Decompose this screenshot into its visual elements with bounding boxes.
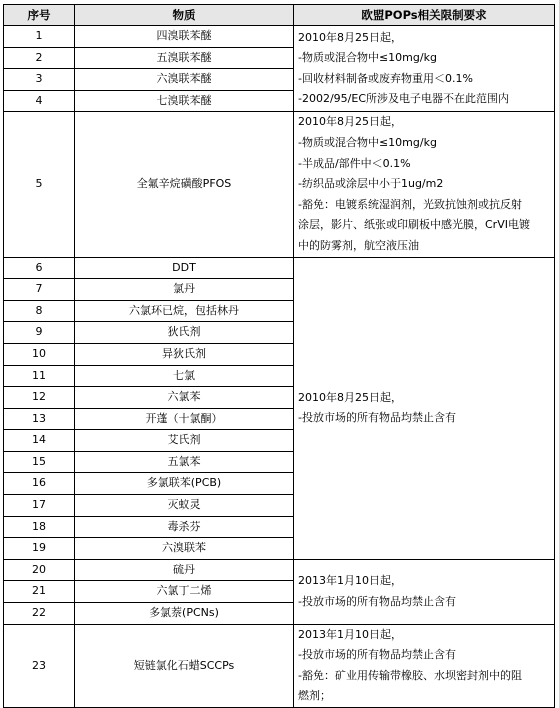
- row-number: 3: [4, 69, 75, 91]
- row-number: 9: [4, 322, 75, 344]
- requirement-line: -物质或混合物中≤10mg/kg: [298, 135, 437, 149]
- row-number: 14: [4, 430, 75, 452]
- substance-name: 六氯环已烷，包括林丹: [75, 300, 294, 322]
- requirement-line: -物质或混合物中≤10mg/kg: [298, 51, 437, 65]
- substance-name: 狄氏剂: [75, 322, 294, 344]
- substance-name: 开蓬（十氯酮）: [75, 408, 294, 430]
- requirement-line: 中的防雾剂，航空液压油: [298, 238, 419, 252]
- row-number: 10: [4, 343, 75, 365]
- header-requirement: 欧盟POPs相关限制要求: [294, 5, 555, 26]
- row-number: 8: [4, 300, 75, 322]
- requirement-line: 2010年8月25日起，: [298, 115, 402, 129]
- substance-name: 硫丹: [75, 559, 294, 581]
- substance-name: 七溴联苯醚: [75, 90, 294, 112]
- substance-name: 五氯苯: [75, 451, 294, 473]
- requirement-line: -半成品/部件中＜0.1%: [298, 156, 411, 170]
- substance-name: 六氯丁二烯: [75, 581, 294, 603]
- table-row: [4, 112, 555, 257]
- requirement-line: -投放市场的所有物品均禁止含有: [298, 594, 456, 608]
- requirement-line: 涂层，影片、纸张或印刷板中感光膜，CrVI电镀: [298, 218, 530, 232]
- requirement-cell-group5: [294, 624, 555, 707]
- requirement-cell-group4: [294, 559, 555, 624]
- requirement-line: 燃剂；: [298, 689, 331, 703]
- row-number: 12: [4, 387, 75, 409]
- substance-name: 五溴联苯醚: [75, 47, 294, 69]
- row-number: 23: [4, 624, 75, 707]
- substance-name: 四溴联苯醚: [75, 26, 294, 48]
- requirement-line: 2013年1月10日起，: [298, 627, 402, 641]
- substance-name: 六氯苯: [75, 387, 294, 409]
- row-number: 4: [4, 90, 75, 112]
- row-number: 15: [4, 451, 75, 473]
- substance-name: 六溴联苯: [75, 538, 294, 560]
- row-number: 18: [4, 516, 75, 538]
- row-number: 1: [4, 26, 75, 48]
- substance-name: 短链氯化石蜡SCCPs: [75, 624, 294, 707]
- row-number: 2: [4, 47, 75, 69]
- row-number: 17: [4, 495, 75, 517]
- requirement-line: -投放市场的所有物品均禁止含有: [298, 411, 456, 425]
- substance-name: 多氯联苯(PCB): [75, 473, 294, 495]
- substance-name: 异狄氏剂: [75, 343, 294, 365]
- requirement-line: -豁免：电镀系统湿润剂，光致抗蚀剂或抗反射: [298, 197, 522, 211]
- substance-name: DDT: [75, 257, 294, 279]
- table-row: [4, 559, 555, 581]
- row-number: 13: [4, 408, 75, 430]
- table-row: [4, 624, 555, 707]
- requirement-line: 2010年8月25日起，: [298, 390, 402, 404]
- substance-name: 多氯萘(PCNs): [75, 603, 294, 625]
- requirement-line: -2002/95/EC所涉及电子电器不在此范围内: [298, 92, 510, 106]
- requirement-line: -回收材料制备或废弃物重用＜0.1%: [298, 71, 473, 85]
- header-row: [4, 5, 555, 26]
- substance-name: 六溴联苯醚: [75, 69, 294, 91]
- requirement-cell-group1: [294, 26, 555, 112]
- row-number: 6: [4, 257, 75, 279]
- row-number: 5: [4, 112, 75, 257]
- row-number: 21: [4, 581, 75, 603]
- substance-name: 七氯: [75, 365, 294, 387]
- requirement-line: -投放市场的所有物品均禁止含有: [298, 648, 456, 662]
- row-number: 11: [4, 365, 75, 387]
- requirement-line: -豁免：矿业用传输带橡胶、水坝密封剂中的阻: [298, 668, 522, 682]
- requirement-line: 2010年8月25日起，: [298, 30, 402, 44]
- substance-name: 全氟辛烷磺酸PFOS: [75, 112, 294, 257]
- pops-restriction-table: [3, 4, 555, 708]
- table-row: [4, 257, 555, 279]
- table-row: [4, 26, 555, 48]
- requirement-line: -纺织品或涂层中小于1ug/m2: [298, 177, 444, 191]
- row-number: 7: [4, 279, 75, 301]
- row-number: 16: [4, 473, 75, 495]
- requirement-line: 2013年1月10日起，: [298, 574, 402, 588]
- substance-name: 灭蚁灵: [75, 495, 294, 517]
- substance-name: 毒杀芬: [75, 516, 294, 538]
- row-number: 22: [4, 603, 75, 625]
- substance-name: 氯丹: [75, 279, 294, 301]
- header-no: 序号: [4, 5, 75, 26]
- requirement-cell-group3: [294, 257, 555, 559]
- header-substance: 物质: [75, 5, 294, 26]
- row-number: 19: [4, 538, 75, 560]
- requirement-cell-group2: [294, 112, 555, 257]
- substance-name: 艾氏剂: [75, 430, 294, 452]
- row-number: 20: [4, 559, 75, 581]
